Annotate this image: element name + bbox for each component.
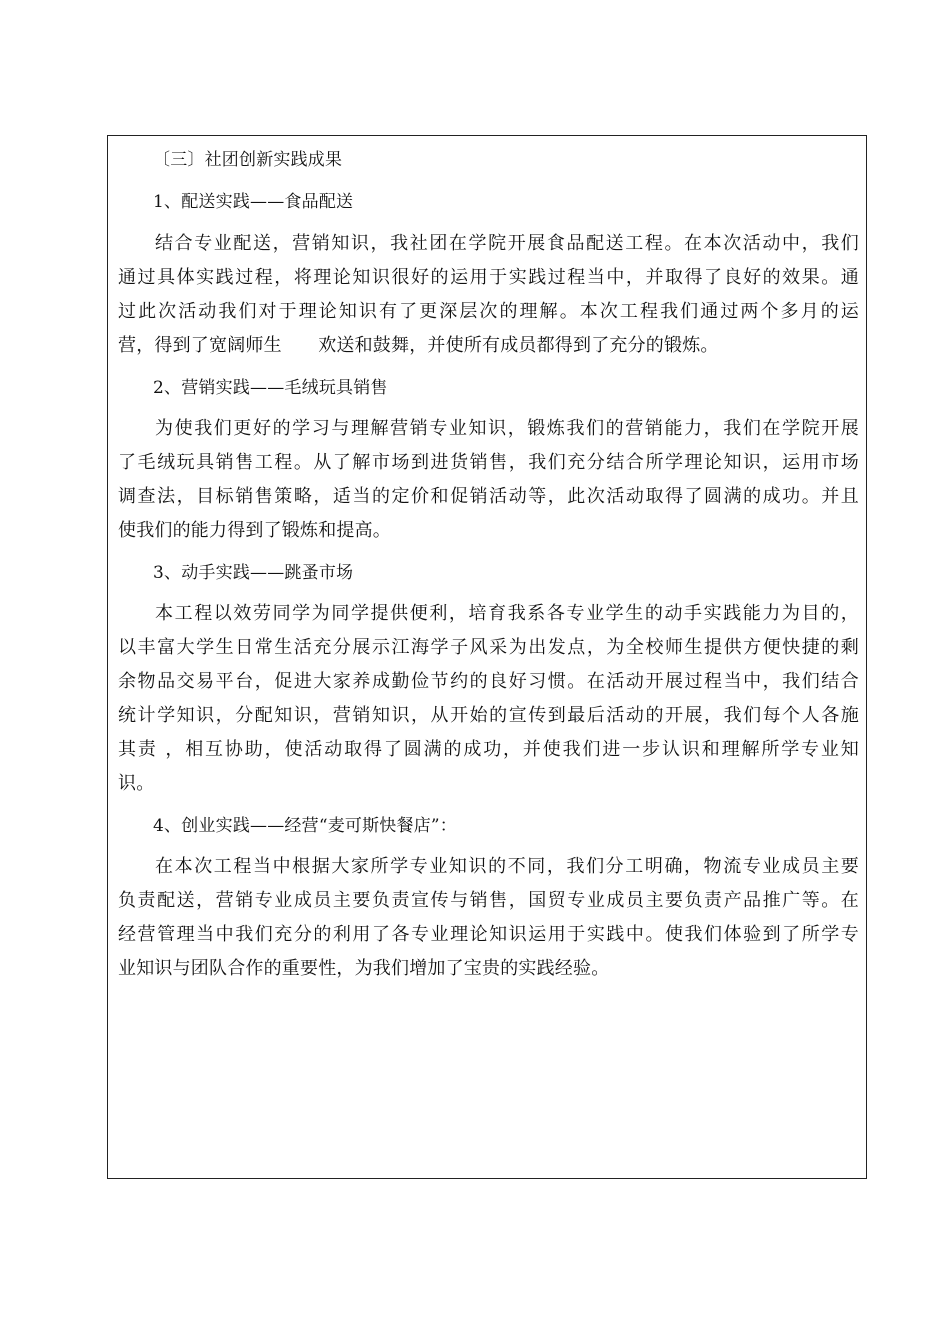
paragraph-line: 通过具体实践过程，将理论知识很好的运用于实践过程当中，并取得了良好的效果。通: [118, 267, 859, 288]
paragraph-line: 调查法，目标销售策略，适当的定价和促销活动等，此次活动取得了圆满的成功。并且: [118, 486, 859, 507]
paragraph-line: 以丰富大学生日常生活充分展示江海学子风采为出发点，为全校师生提供方便快捷的剩: [118, 637, 859, 658]
paragraph-line: 余物品交易平台，促进大家养成勤俭节约的良好习惯。在活动开展过程当中，我们结合: [118, 671, 859, 692]
paragraph-line: 经营管理当中我们充分的利用了各专业理论知识运用于实践中。使我们体验到了所学专: [118, 924, 859, 945]
paragraph-line: 为使我们更好的学习与理解营销专业知识，锻炼我们的营销能力，我们在学院开展: [155, 418, 859, 439]
paragraph-line: 过此次活动我们对于理论知识有了更深层次的理解。本次工程我们通过两个多月的运: [118, 301, 859, 322]
paragraph-line: 本工程以效劳同学为同学提供便利，培育我系各专业学生的动手实践能力为目的，: [155, 603, 859, 624]
section-heading: 2、营销实践——毛绒玩具销售: [153, 378, 388, 398]
paragraph-line: 业知识与团队合作的重要性，为我们增加了宝贵的实践经验。: [118, 958, 610, 979]
paragraph-line: 负责配送，营销专业成员主要负责宣传与销售，国贸专业成员主要负责产品推广等。在: [118, 890, 859, 911]
paragraph-line: 了毛绒玩具销售工程。从了解市场到进货销售，我们充分结合所学理论知识，运用市场: [118, 452, 859, 473]
paragraph-line: 营，得到了宽阔师生 欢送和鼓舞，并使所有成员都得到了充分的锻炼。: [118, 335, 719, 356]
paragraph-line: 在本次工程当中根据大家所学专业知识的不同，我们分工明确，物流专业成员主要: [155, 856, 859, 877]
section-heading: 3、动手实践——跳蚤市场: [153, 563, 354, 583]
paragraph-line: 结合专业配送，营销知识，我社团在学院开展食品配送工程。在本次活动中，我们: [155, 233, 859, 254]
paragraph-line: 使我们的能力得到了锻炼和提高。: [118, 520, 391, 541]
content-frame: [107, 135, 867, 1179]
section-heading: 4、创业实践——经营“麦可斯快餐店”：: [153, 816, 457, 836]
paragraph-line: 识。: [118, 773, 155, 794]
section-heading: 1、配送实践——食品配送: [153, 192, 354, 212]
paragraph-line: 其责 ，相互协助，使活动取得了圆满的成功，并使我们进一步认识和理解所学专业知: [118, 739, 859, 760]
paragraph-line: 统计学知识，分配知识，营销知识，从开始的宣传到最后活动的开展，我们每个人各施: [118, 705, 859, 726]
section-heading: 〔三〕社团创新实践成果: [153, 150, 343, 170]
